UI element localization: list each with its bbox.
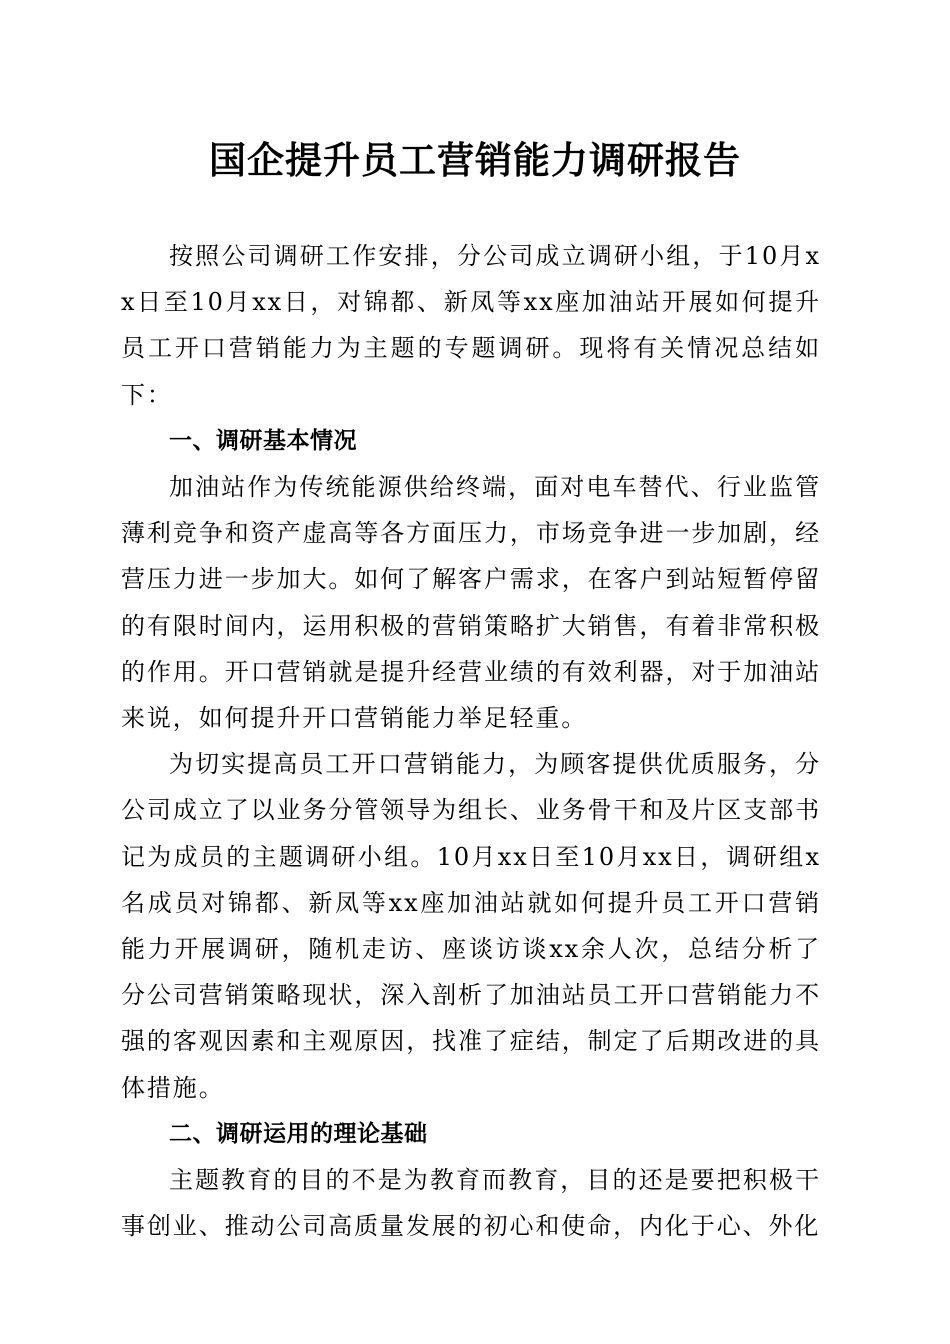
document-body: [121, 233, 821, 1249]
section-2-paragraph-1: 主题教育的目的不是为教育而教育，目的还是要把积极干事创业、推动公司高质量发展的初心和使命，内化于心、外化: [121, 1166, 821, 1241]
section-1-paragraph-2: 为切实提高员工开口营销能力，为顾客提供优质服务，分公司成立了以业务分管领导为组长、业务骨干和及片区支部书记为成员的主题调研小组。10月xx日至10月xx日，调研组x名成员对锦都、新凤等xx座加油站就如何提升员工开口营销能力开展调研，随机走访、座谈访谈xx余人次，总结分析了分公司营销策略现状，深入剖析了加油站员工开口营销能力不强的客观因素和主观原因，找准了症结，制定了后期改进的具体措施。: [121, 750, 821, 1102]
document-title: 国企提升员工营销能力调研报告: [209, 138, 741, 182]
section-1-heading: 一、调研基本情况: [169, 427, 357, 454]
section-1-paragraph-1: 加油站作为传统能源供给终端，面对电车替代、行业监管薄利竞争和资产虚高等各方面压力，市场竞争进一步加剧，经营压力进一步加大。如何了解客户需求，在客户到站短暂停留的有限时间内，运用积极的营销策略扩大销售，有着非常积极的作用。开口营销就是提升经营业绩的有效利器，对于加油站来说，如何提升开口营销能力举足轻重。: [121, 473, 821, 733]
intro-paragraph: 按照公司调研工作安排，分公司成立调研小组，于10月xx日至10月xx日，对锦都、新凤等xx座加油站开展如何提升员工开口营销能力为主题的专题调研。现将有关情况总结如下：: [121, 242, 821, 409]
section-2-heading: 二、调研运用的理论基础: [169, 1120, 428, 1147]
